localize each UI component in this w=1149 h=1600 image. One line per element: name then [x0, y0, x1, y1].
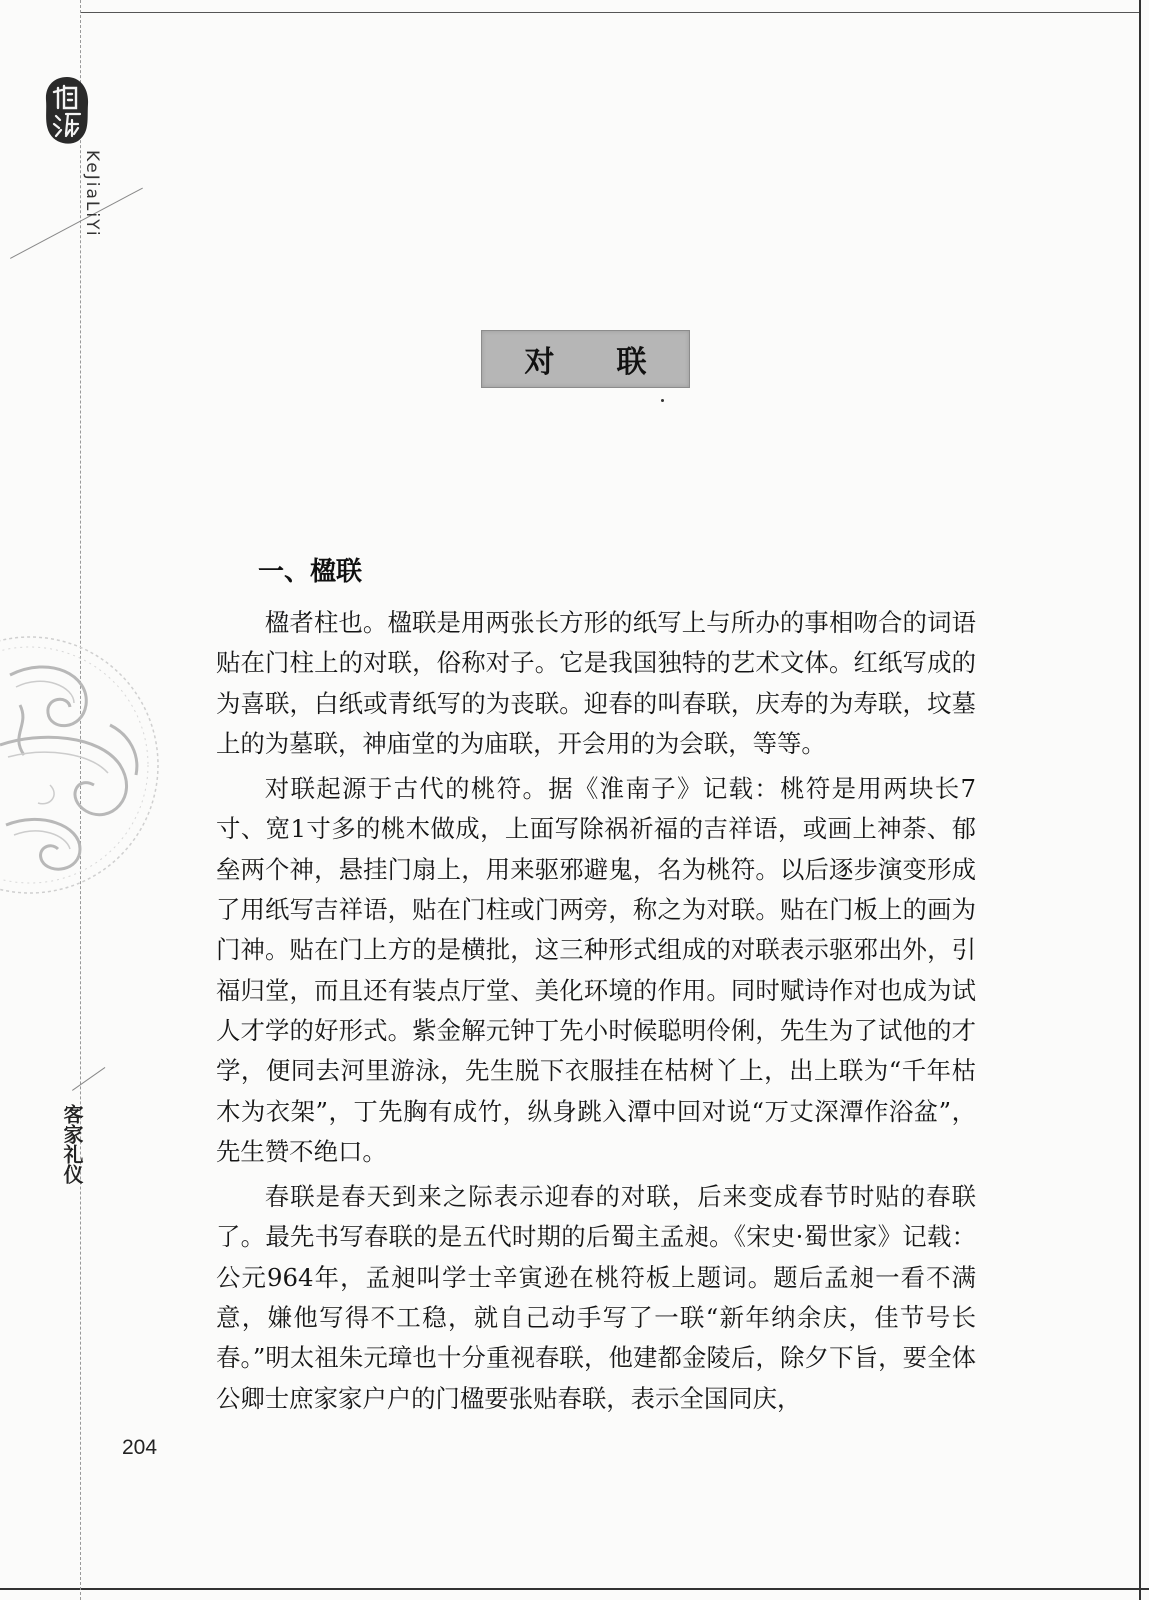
chapter-title-box: [481, 330, 709, 388]
margin-diagonal-line: [10, 188, 143, 259]
paragraph-1: 楹者柱也。楹联是用两张长方形的纸写上与所办的事相吻合的词语贴在门柱上的对联，俗称对子。它是我国独特的艺术文体。红纸写成的为喜联，白纸或青纸写的为丧联。迎春的叫春联，庆寿的为寿联，坟墓上的为墓联，神庙堂的为庙联，开会用的为会联，等等。: [216, 608, 976, 758]
scan-speck: [661, 399, 664, 402]
chapter-title: 对联: [524, 345, 709, 380]
scan-border-bottom: [0, 1588, 1149, 1590]
scan-border-top: [80, 12, 1140, 13]
page-number: 204: [122, 1436, 158, 1459]
paragraph-2: 对联起源于古代的桃符。据《淮南子》记载：桃符是用两块长7寸、宽1寸多的桃木做成，上面写除祸祈福的吉祥语，或画上神荼、郁垒两个神，悬挂门扇上，用来驱邪避鬼，名为桃符。以后逐步演变形成了用纸写吉祥语，贴在门柱或门两旁，称之为对联。贴在门板上的画为门神。贴在门上方的是横批，这三种形式组成的对联表示驱邪出外，引福归堂，而且还有装点厅堂、美化环境的作用。同时赋诗作对也成为试人才学的好形式。紫金解元钟丁先小时候聪明伶俐，先生为了试他的才学，便同去河里游泳，先生脱下衣服挂在枯树丫上，出上联为“千年枯木为衣架”，丁先胸有成竹，纵身跳入潭中回对说“万丈深潭作浴盆”，先生赞不绝口。: [216, 774, 976, 1166]
section-heading: 一、楹联: [258, 557, 363, 587]
scan-border-right: [1139, 0, 1141, 1600]
series-name-cn: 客家礼仪: [60, 1104, 84, 1184]
margin-diagonal-line-lower: [72, 1067, 105, 1091]
cloud-ornament-icon: [0, 635, 170, 895]
heyuan-seal-logo: [42, 74, 92, 146]
paragraph-3: 春联是春天到来之际表示迎春的对联，后来变成春节时贴的春联了。最先书写春联的是五代时期的后蜀主孟昶。《宋史·蜀世家》记载：公元964年，孟昶叫学士辛寅逊在桃符板上题词。题后孟昶一看不满意，嫌他写得不工稳，就自己动手写了一联“新年纳余庆，佳节号长春。”明太祖朱元璋也十分重视春联，他建都金陵后，除夕下旨，要全体公卿士庶家家户户的门楹要张贴春联，表示全国同庆，: [216, 1182, 976, 1413]
body-text: [216, 603, 976, 1424]
series-name-en: KeJiaLiYi: [82, 150, 102, 238]
